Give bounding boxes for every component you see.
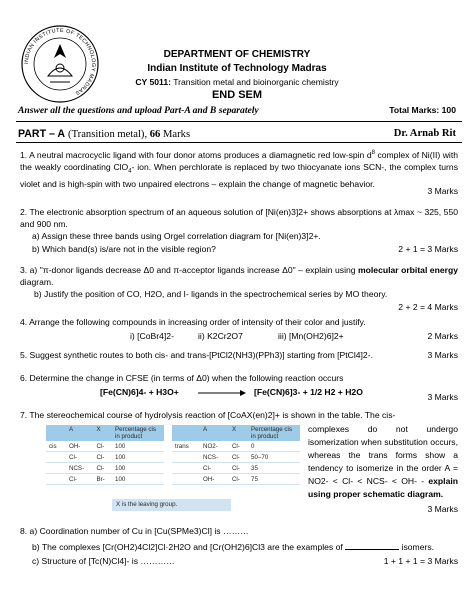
table-row	[46, 452, 164, 463]
cell: Cl-	[93, 441, 112, 452]
q2-part-b: b) Which band(s) is/are not in the visible region?	[32, 244, 216, 254]
q1-sub: 4	[128, 168, 132, 175]
q5-marks: 3 Marks	[427, 350, 458, 360]
table-row	[46, 463, 164, 474]
part-subtitle: (Transition metal),	[68, 129, 150, 140]
question-8-b	[32, 541, 434, 552]
cell: NCS-	[66, 463, 93, 474]
answer-blank[interactable]	[345, 541, 399, 550]
header-divider	[16, 121, 462, 122]
cell: NO2-	[200, 441, 229, 452]
svg-text:INDIAN INSTITUTE OF TECHNOLOGY: INDIAN INSTITUTE OF TECHNOLOGY MADRAS	[23, 27, 97, 96]
total-marks: Total Marks: 100	[389, 105, 456, 115]
table-row	[172, 441, 300, 452]
q4-item-iii: iii) [Mn(OH2)6]2+	[278, 331, 344, 341]
question-7-side	[308, 423, 458, 501]
cell: 100	[112, 463, 164, 474]
reaction-arrow-icon	[196, 388, 248, 398]
col-a-header: A	[200, 425, 229, 441]
cell: Cl-	[66, 474, 93, 485]
q4-item-i: i) [CoBr4]2-	[130, 331, 174, 341]
table-header-row	[46, 425, 164, 441]
q1-text-b: complex of Ni(II) with the weakly coordinating ClO	[20, 149, 458, 173]
q6-marks: 3 Marks	[427, 392, 458, 402]
q3-a-post: diagram.	[20, 277, 54, 288]
cell: Cl-	[229, 441, 248, 452]
course-name: Transition metal and bioinorganic chemistry	[171, 77, 339, 87]
cell: 35	[248, 463, 300, 474]
q7-marks: 3 Marks	[427, 504, 458, 514]
q8-b-pre: b) The complexes [Cr(OH2)4Cl2]Cl·2H2O and [Cr(OH2)6]Cl3 are the examples of	[32, 542, 343, 552]
q2-marks: 2 + 1 = 3 Marks	[398, 244, 458, 254]
question-6: 6. Determine the change in CFSE (in terms of Δ0) when the following reaction occurs	[20, 373, 344, 383]
table-row	[172, 474, 300, 485]
part-heading	[18, 128, 190, 140]
q3-marks: 2 + 2 = 4 Marks	[398, 302, 458, 312]
q1-text-a: 1. A neutral macrocyclic ligand with four donor atoms produces a diamagnetic red low-spin d	[20, 149, 372, 160]
cell: Cl-	[229, 463, 248, 474]
question-5: 5. Suggest synthetic routes to both cis- and trans-[PtCl2(NH3)(PPh3)] starting from [PtCl4]2-.	[20, 350, 373, 360]
cis-table-panel	[46, 425, 164, 485]
part-title: PART – A	[18, 128, 66, 140]
cell: 100	[112, 441, 164, 452]
cell: 0	[248, 441, 300, 452]
cell: Cl-	[93, 463, 112, 474]
table-header-row	[172, 425, 300, 441]
q4-item-ii: ii) K2Cr2O7	[198, 331, 243, 341]
cell: Cl-	[229, 452, 248, 463]
cell: 100	[112, 452, 164, 463]
cell: 100	[112, 474, 164, 485]
col-a-header: A	[66, 425, 93, 441]
part-marks: 66	[149, 129, 161, 140]
col-x-header: X	[229, 425, 248, 441]
cis-table	[46, 425, 164, 485]
question-2: 2. The electronic absorption spectrum of an aqueous solution of [Ni(en)3]2+ shows absorptions at λmax ~ 325, 550 and 900 nm.	[20, 207, 458, 230]
exam-instructions: Answer all the questions and upload Part-A and B separately	[18, 105, 259, 116]
q7-side-bold: explain using proper schematic diagram.	[308, 476, 458, 499]
question-4: 4. Arrange the following compounds in increasing order of intensity of their color and justify.	[20, 317, 366, 327]
question-1	[20, 147, 458, 190]
table-note: X is the leaving group.	[112, 499, 231, 511]
cell: Br-	[93, 474, 112, 485]
q1-text-c: - ion. When perchlorate is replaced by two thiocyanate ions SCN-, the complex turns violet and is high-spin with two unpaired electrons – explain the change of magnetic behavior.	[20, 162, 458, 190]
institute-name: Indian Institute of Technology Madras	[147, 63, 327, 74]
trans-table-panel	[172, 425, 300, 485]
q6-reactants: [Fe(CN)6]4- + H3O+	[100, 387, 179, 397]
q1-marks: 3 Marks	[427, 186, 458, 196]
col-percent-header: Percentage cis in product	[248, 425, 300, 441]
cell: Cl-	[229, 474, 248, 485]
course-line	[0, 77, 474, 87]
question-3-b: b) Justify the position of CO, H2O, and I- ligands in the spectrochemical series by MO theory.	[34, 289, 388, 299]
q4-marks: 2 Marks	[427, 331, 458, 341]
q3-a-bold: molecular orbital energy	[358, 265, 458, 275]
question-7-intro: 7. The stereochemical course of hydrolysis reaction of [CoAX(en)2]+ is shown in the table. The cis-	[20, 410, 396, 420]
q2-part-a: a) Assign these three bands using Orgel correlation diagram for [Ni(en)3]2+.	[32, 231, 321, 241]
q8-b-post: isomers.	[401, 542, 435, 552]
part-marks-word: Marks	[160, 129, 191, 140]
table-row	[46, 441, 164, 452]
col-percent-header: Percentage cis in product	[112, 425, 164, 441]
department-title: DEPARTMENT OF CHEMISTRY	[163, 49, 311, 60]
question-8-a: 8. a) Coordination number of Cu in [Cu(SPMe3)Cl] is ………	[20, 526, 249, 536]
cis-label: cis	[46, 441, 66, 452]
q6-products: [Fe(CN)6]3- + 1/2 H2 + H2O	[254, 387, 363, 397]
col-x-header: X	[93, 425, 112, 441]
course-code: CY 5011:	[135, 77, 171, 87]
cell: OH-	[200, 474, 229, 485]
table-row	[172, 452, 300, 463]
cell: Cl-	[93, 452, 112, 463]
instructor-name: Dr. Arnab Rit	[393, 128, 456, 139]
question-3-a	[20, 264, 458, 289]
cell: Cl-	[66, 452, 93, 463]
q1-sup: 8	[371, 150, 375, 156]
trans-label: trans	[172, 441, 200, 452]
question-8-c: c) Structure of [Tc(N)Cl4]- is …………	[32, 556, 175, 566]
table-row	[172, 463, 300, 474]
cell: Cl-	[200, 463, 229, 474]
q8-marks: 1 + 1 + 1 = 3 Marks	[383, 556, 458, 566]
cell: OH-	[66, 441, 93, 452]
trans-table	[172, 425, 300, 485]
table-row	[46, 474, 164, 485]
cell: 75	[248, 474, 300, 485]
cell: 50–70	[248, 452, 300, 463]
q7-side-text: complexes do not undergo isomerization when substitution occurs, whereas the trans forms show a tendency to isomerize in the order A = NO2- < Cl- < NCS- < OH- -	[308, 424, 458, 486]
part-divider	[16, 142, 462, 143]
cell: NCS-	[200, 452, 229, 463]
q3-a-pre: 3. a) "π-donor ligands decrease Δ0 and π-acceptor ligands increase Δ0" – explain using	[20, 265, 359, 275]
exam-title: END SEM	[211, 89, 263, 101]
